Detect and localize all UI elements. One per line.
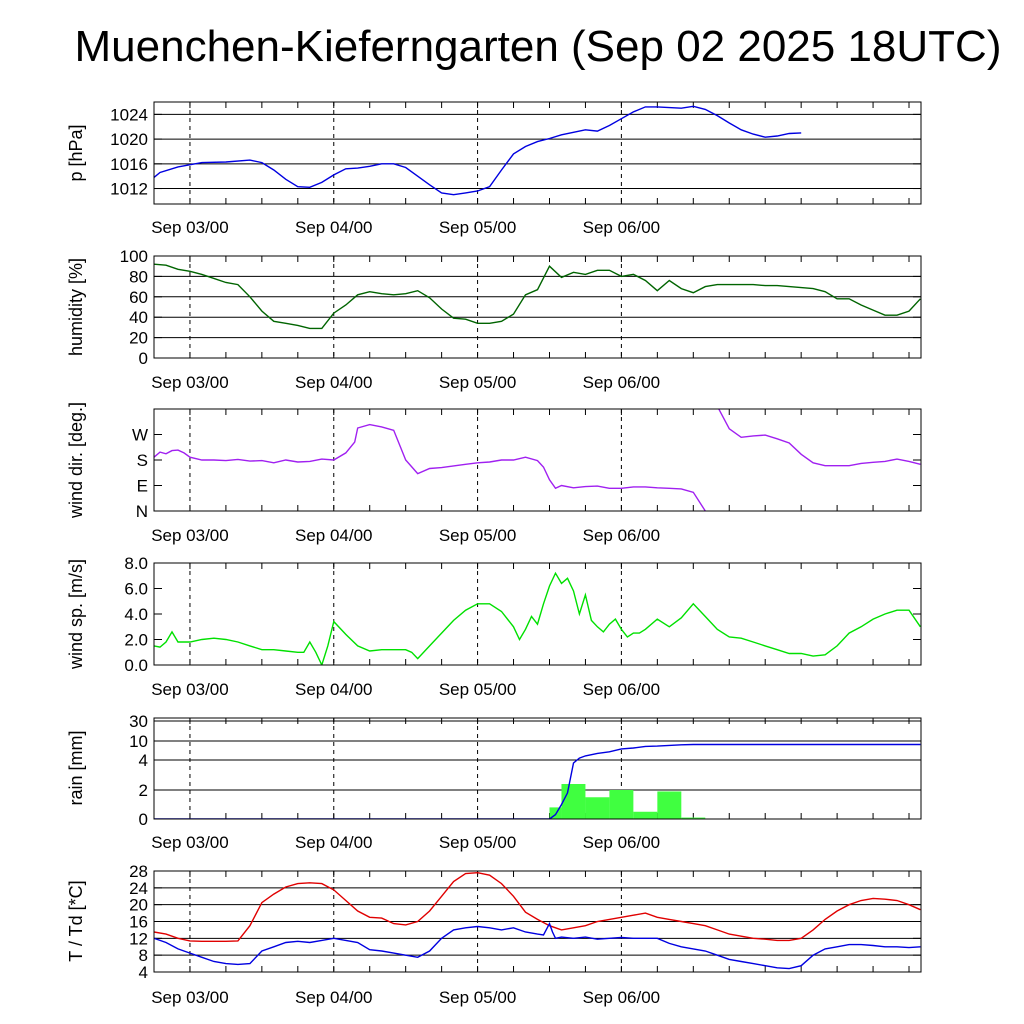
panel-1 xyxy=(66,102,921,237)
y-tick-label: 6.0 xyxy=(124,579,148,599)
y-tick-label: 4 xyxy=(138,751,148,770)
x-tick-label: Sep 04/00 xyxy=(295,218,373,237)
plot-frame xyxy=(154,718,921,819)
y-tick-label: 0.0 xyxy=(124,656,148,675)
panel-3 xyxy=(66,402,921,545)
y-tick-label: 0 xyxy=(138,810,148,829)
series-line-1 xyxy=(154,406,920,511)
rain-bar xyxy=(585,797,609,819)
y-tick-label: 40 xyxy=(129,308,148,328)
y-axis-label: T / Td [*C] xyxy=(66,880,86,962)
y-tick-label: 1012 xyxy=(110,179,148,199)
x-tick-label: Sep 05/00 xyxy=(438,988,517,1007)
y-tick-label: S xyxy=(136,451,148,470)
panel-5 xyxy=(66,712,921,852)
x-tick-label: Sep 06/00 xyxy=(582,680,661,699)
x-tick-label: Sep 05/00 xyxy=(438,373,517,392)
series-line-1 xyxy=(154,573,920,665)
y-tick-label: N xyxy=(135,502,148,521)
x-tick-label: Sep 03/00 xyxy=(151,988,229,1007)
y-tick-label: 8 xyxy=(138,946,148,966)
x-tick-label: Sep 04/00 xyxy=(295,833,373,852)
x-tick-label: Sep 05/00 xyxy=(438,526,517,545)
y-tick-label: 8.0 xyxy=(124,554,148,573)
y-tick-label: 0 xyxy=(138,349,148,368)
x-tick-label: Sep 06/00 xyxy=(582,373,661,392)
x-tick-label: Sep 03/00 xyxy=(151,218,229,237)
x-tick-label: Sep 04/00 xyxy=(295,988,373,1007)
y-tick-label: 80 xyxy=(129,267,148,287)
x-tick-label: Sep 03/00 xyxy=(151,373,229,392)
y-tick-label: 2 xyxy=(138,781,148,800)
rain-bar xyxy=(561,784,585,819)
y-tick-label: E xyxy=(136,476,148,496)
chart-title: Muenchen-Kieferngarten (Sep 02 2025 18UTC) xyxy=(74,22,1002,71)
rain-bar xyxy=(609,790,633,819)
y-tick-label: 4 xyxy=(138,963,148,982)
y-axis-label: wind sp. [m/s] xyxy=(66,558,86,670)
rain-bar xyxy=(633,812,657,819)
y-axis-label: p [hPa] xyxy=(66,124,86,182)
x-tick-label: Sep 03/00 xyxy=(151,680,229,699)
x-tick-label: Sep 04/00 xyxy=(295,680,373,699)
y-tick-label: 2.0 xyxy=(124,630,148,650)
y-tick-label: 100 xyxy=(119,247,148,266)
panel-6 xyxy=(66,862,921,1007)
y-tick-label: 10 xyxy=(129,732,148,751)
y-tick-label: 1016 xyxy=(110,154,148,174)
y-tick-label: W xyxy=(131,425,148,445)
series-line-2 xyxy=(154,924,920,969)
y-tick-label: 1024 xyxy=(110,105,148,125)
x-tick-label: Sep 03/00 xyxy=(151,526,229,545)
y-tick-label: 4.0 xyxy=(124,605,148,624)
x-tick-label: Sep 03/00 xyxy=(151,833,229,852)
panel-4 xyxy=(66,554,921,699)
y-tick-label: 12 xyxy=(129,929,148,949)
rain-bar xyxy=(657,791,681,819)
series-line-1 xyxy=(154,745,920,820)
x-tick-label: Sep 06/00 xyxy=(582,526,661,545)
y-axis-label: wind dir. [deg.] xyxy=(66,401,86,519)
x-tick-label: Sep 05/00 xyxy=(438,833,517,852)
plot-frame xyxy=(154,256,921,358)
x-tick-label: Sep 06/00 xyxy=(582,218,661,237)
y-tick-label: 1020 xyxy=(110,130,148,150)
y-axis-label: humidity [%] xyxy=(66,257,86,357)
y-tick-label: 30 xyxy=(129,712,148,731)
x-tick-label: Sep 04/00 xyxy=(295,526,373,545)
y-tick-label: 28 xyxy=(129,862,148,881)
y-tick-label: 20 xyxy=(129,328,148,348)
x-tick-label: Sep 05/00 xyxy=(438,218,517,237)
y-tick-label: 24 xyxy=(129,878,148,898)
x-tick-label: Sep 05/00 xyxy=(438,680,517,699)
panel-2 xyxy=(66,247,921,392)
y-axis-label: rain [mm] xyxy=(66,730,86,806)
series-line-1 xyxy=(154,873,920,942)
y-tick-label: 16 xyxy=(129,912,148,932)
x-tick-label: Sep 04/00 xyxy=(295,373,373,392)
y-tick-label: 20 xyxy=(129,895,148,915)
x-tick-label: Sep 06/00 xyxy=(582,988,661,1007)
y-tick-label: 60 xyxy=(129,287,148,307)
x-tick-label: Sep 06/00 xyxy=(582,833,661,852)
